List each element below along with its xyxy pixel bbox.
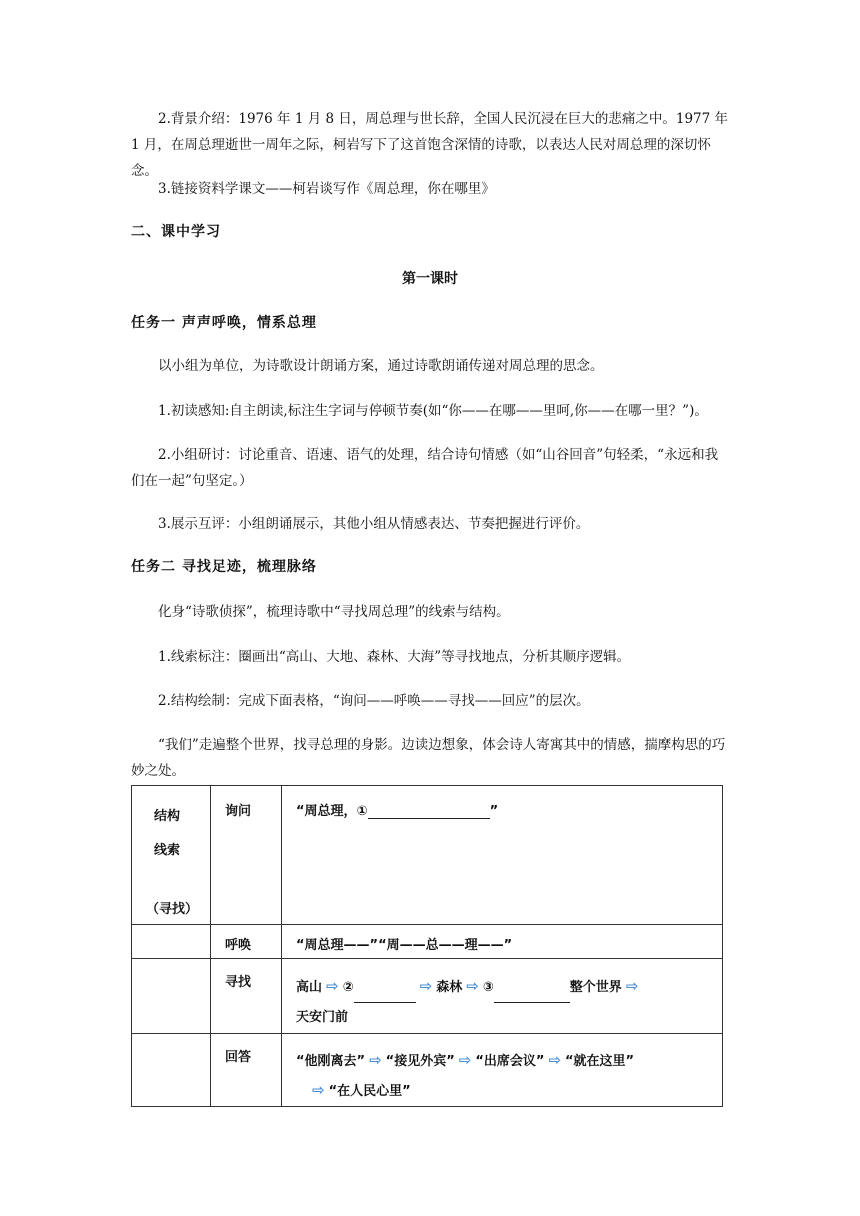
task2-step2: 2.结构绘制：完成下面表格，“询问——呼唤——寻找——回应”的层次。 <box>158 693 590 709</box>
label-cell <box>211 786 282 925</box>
fill-blank-3[interactable] <box>494 988 570 1003</box>
ask-quote-end: ” <box>489 804 499 819</box>
content-cell <box>282 786 723 925</box>
answer-5: “在人民心里” <box>328 1084 411 1099</box>
arrow-right-icon: ⇨ <box>548 1051 562 1069</box>
arrow-right-icon: ⇨ <box>419 977 433 995</box>
arrow-right-icon: ⇨ <box>312 1081 325 1099</box>
row-label-call: 呼唤 <box>225 938 252 953</box>
task2-step3: “我们”走遍整个世界，找寻总理的身影。边读边想象，体会诗人寄寓其中的情感，揣摩构思的巧妙之处。 <box>131 737 726 779</box>
arrow-right-icon: ⇨ <box>369 1051 382 1069</box>
task1-intro: 以小组为单位，为诗歌设计朗诵方案，通过诗歌朗诵传递对周总理的思念。 <box>158 358 604 374</box>
arrow-right-icon: ⇨ <box>625 977 639 995</box>
structure-header-cell <box>132 786 211 925</box>
lesson-title: 第一课时 <box>402 271 458 287</box>
structure-table <box>131 785 723 1107</box>
task2-step1: 1.线索标注：圈画出“高山、大地、森林、大海”等寻找地点，分析其顺序逻辑。 <box>158 649 631 665</box>
background-paragraph: 2.背景介绍：1976 年 1 月 8 日，周总理与世长辞，全国人民沉浸在巨大的悲痛之中。1977 年 1 月，在周总理逝世一周年之际，柯岩写下了这首饱含深情的诗歌，以表达人民对周总理的深切怀念。 <box>131 111 729 179</box>
row-label-search: 寻找 <box>225 975 252 990</box>
task2-heading: 任务二 寻找足迹，梳理脉络 <box>131 559 317 575</box>
task1-heading: 任务一 声声呼唤，情系总理 <box>131 315 317 331</box>
arrow-right-icon: ⇨ <box>326 977 339 995</box>
header-search: （寻找） <box>146 902 199 917</box>
task1-step2: 2.小组研讨：讨论重音、语速、语气的处理，结合诗句情感（如“山谷回音”句轻柔，“永远和我们在一起”句坚定。） <box>131 447 719 489</box>
answer-4: “就在这里” <box>565 1054 635 1069</box>
fill-blank-1[interactable] <box>368 804 490 819</box>
answer-1: “他刚离去” <box>296 1054 366 1069</box>
arrow-right-icon: ⇨ <box>458 1051 472 1069</box>
place-tiananmen: 天安门前 <box>296 1010 349 1025</box>
blank-number-3: ③ <box>482 980 494 995</box>
header-structure: 结构 <box>154 809 181 824</box>
task1-step1: 1.初读感知:自主朗读,标注生字词与停顿节奏(如“你——在哪——里呵,你——在哪一里？”)。 <box>158 403 708 419</box>
fill-blank-2[interactable] <box>354 988 416 1003</box>
answer-3: “出席会议” <box>475 1054 545 1069</box>
header-clue: 线索 <box>154 843 181 858</box>
ask-text: “周总理，① <box>296 804 368 819</box>
table-row <box>132 959 723 1034</box>
table-row <box>132 925 723 959</box>
task1-step3: 3.展示互评：小组朗诵展示，其他小组从情感表达、节奏把握进行评价。 <box>158 516 590 532</box>
arrow-right-icon: ⇨ <box>466 977 479 995</box>
table-row <box>132 1034 723 1107</box>
place-whole-world: 整个世界 <box>569 980 622 995</box>
place-forest: 森林 <box>436 980 463 995</box>
table-row <box>132 786 723 925</box>
link-paragraph: 3.链接资料学课文——柯岩谈写作《周总理，你在哪里》 <box>158 181 495 197</box>
place-mountain: 高山 <box>296 980 323 995</box>
row-label-answer: 回答 <box>225 1050 252 1065</box>
answer-2: “接见外宾” <box>385 1054 455 1069</box>
row-label-ask: 询问 <box>225 804 252 819</box>
blank-number-2: ② <box>342 980 354 995</box>
section-heading: 二、课中学习 <box>131 224 221 240</box>
call-text: “周总理——”“周——总——理——” <box>296 938 513 953</box>
task2-intro: 化身“诗歌侦探”，梳理诗歌中“寻找周总理”的线索与结构。 <box>158 604 510 620</box>
